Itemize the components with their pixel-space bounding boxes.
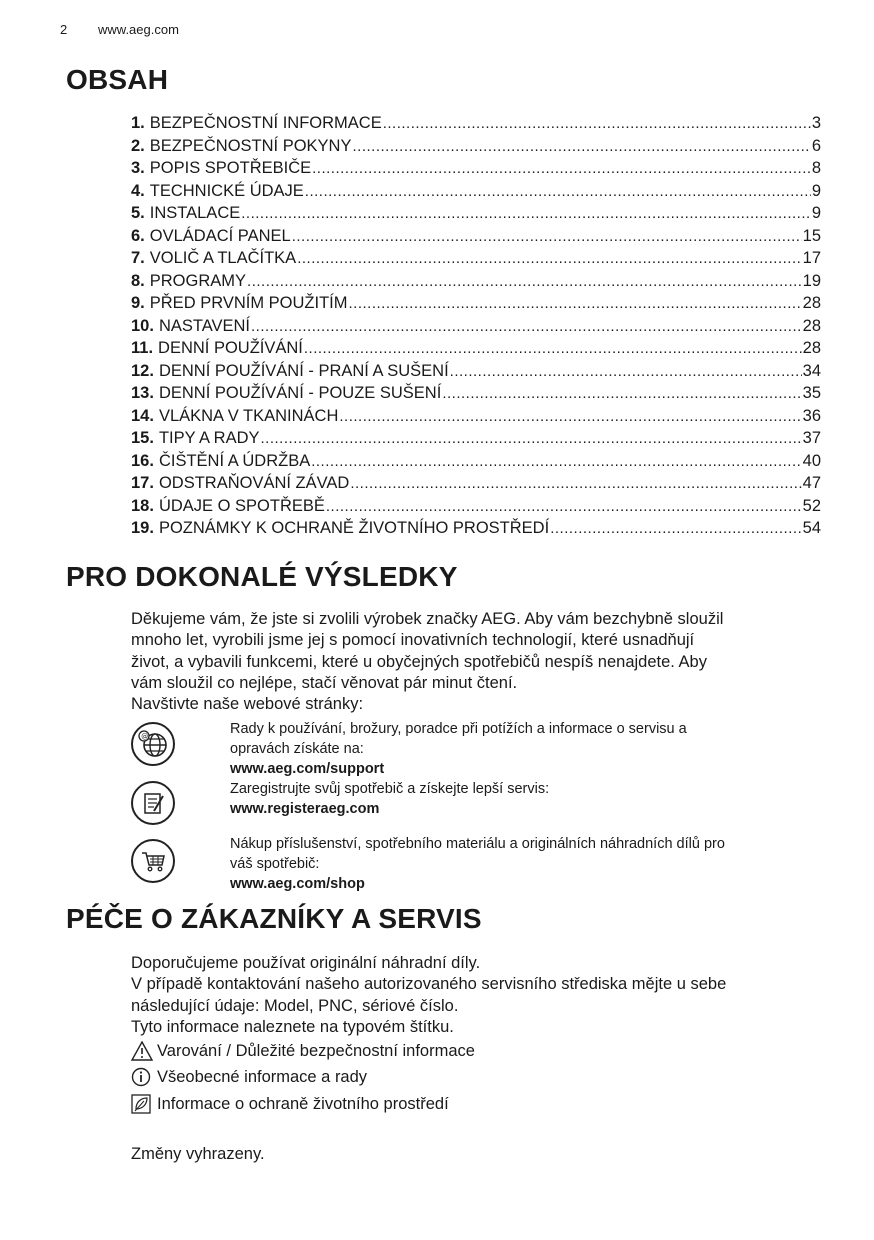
toc-title: OBSAH (66, 64, 169, 95)
service-text: Nákup příslušenství, spotřebního materiálu a originálních náhradních dílů pro (230, 836, 725, 852)
toc-item-number: 10. (131, 316, 154, 335)
toc-leader-dots (312, 157, 811, 180)
toc-leader-dots (348, 292, 801, 315)
toc-item-page: 8 (811, 159, 821, 177)
toc-leader-dots (550, 517, 801, 540)
toc-item-label: OVLÁDACÍ PANEL (149, 226, 291, 245)
toc-item-page: 15 (802, 226, 821, 245)
toc-item-number: 9. (131, 294, 145, 312)
toc-item-label: ČIŠTĚNÍ A ÚDRŽBA (158, 451, 311, 470)
toc-item[interactable] (131, 315, 821, 338)
service-text: váš spotřebič: (230, 856, 320, 872)
intro-line: život, a vybavili funkcemi, které u obyčejných spotřebičů nespíš nenajdete. Aby (131, 652, 707, 671)
shop-link[interactable]: www.aeg.com/shop (230, 876, 365, 892)
table-of-contents (131, 112, 821, 540)
intro-line: vám sloužil co nejlépe, stačí věnovat pár minut čtení. (131, 673, 518, 692)
toc-leader-dots (251, 315, 802, 338)
toc-leader-dots (450, 360, 802, 383)
toc-item-label: ODSTRAŇOVÁNÍ ZÁVAD (158, 474, 350, 492)
toc-item[interactable] (131, 427, 821, 450)
note-environment (131, 1094, 449, 1114)
warning-icon (131, 1041, 151, 1061)
toc-leader-dots (350, 472, 801, 495)
toc-item-label: DENNÍ POUŽÍVÁNÍ - PRANÍ A SUŠENÍ (158, 361, 449, 380)
care-line: následující údaje: Model, PNC, sériové číslo. (131, 996, 459, 1015)
toc-item-page: 35 (802, 384, 821, 402)
toc-item-number: 11. (131, 339, 154, 357)
toc-item-label: TIPY A RADY (158, 429, 260, 447)
care-line: V případě kontaktování našeho autorizovaného servisního střediska mějte u sebe (131, 975, 727, 994)
toc-item-page: 6 (811, 136, 821, 155)
toc-leader-dots (304, 337, 802, 360)
toc-item-page: 54 (802, 519, 821, 537)
toc-item-label: PROGRAMY (149, 271, 247, 290)
toc-item[interactable] (131, 360, 821, 383)
care-title: PÉČE O ZÁKAZNÍKY A SERVIS (66, 903, 482, 934)
changes-notice: Změny vyhrazeny. (131, 1145, 265, 1163)
toc-item[interactable] (131, 405, 821, 428)
care-line: Doporučujeme používat originální náhradní díly. (131, 954, 481, 972)
toc-item-page: 9 (811, 181, 821, 200)
service-text: Rady k používání, brožury, poradce při potížích a informace o servisu a (230, 721, 687, 737)
toc-leader-dots (297, 247, 801, 270)
toc-item-page: 52 (802, 496, 821, 515)
toc-item[interactable] (131, 180, 821, 203)
note-text: Informace o ochraně životního prostředí (157, 1094, 449, 1113)
toc-item-number: 13. (131, 384, 154, 402)
info-icon (131, 1067, 151, 1087)
page-header (60, 22, 179, 37)
intro-line: Děkujeme vám, že jste si zvolili výrobek značky AEG. Aby vám bezchybně sloužil (131, 610, 724, 628)
toc-item-label: BEZPEČNOSTNÍ POKYNY (149, 136, 352, 155)
toc-item-number: 6. (131, 226, 145, 245)
leaf-icon (131, 1094, 151, 1114)
toc-item-label: INSTALACE (149, 204, 241, 222)
intro-paragraph (131, 609, 821, 715)
note-text: Všeobecné informace a rady (157, 1067, 368, 1086)
toc-item-number: 1. (131, 114, 145, 132)
toc-item-number: 19. (131, 519, 154, 537)
register-link[interactable]: www.registeraeg.com (230, 801, 380, 817)
toc-item-label: POPIS SPOTŘEBIČE (149, 159, 312, 177)
toc-item[interactable] (131, 202, 821, 225)
toc-item[interactable] (131, 225, 821, 248)
toc-item-number: 5. (131, 204, 145, 222)
toc-leader-dots (352, 135, 810, 158)
toc-item-label: POZNÁMKY K OCHRANĚ ŽIVOTNÍHO PROSTŘEDÍ (158, 519, 550, 537)
toc-leader-dots (326, 495, 802, 518)
toc-item-number: 15. (131, 429, 154, 447)
toc-item[interactable] (131, 382, 821, 405)
toc-item-label: DENNÍ POUŽÍVÁNÍ (158, 339, 303, 357)
toc-item-number: 12. (131, 361, 154, 380)
toc-item-page: 36 (802, 406, 821, 425)
toc-item-number: 4. (131, 181, 145, 200)
toc-item-number: 7. (131, 249, 145, 267)
toc-leader-dots (311, 450, 801, 473)
toc-leader-dots (383, 112, 811, 135)
toc-item-page: 28 (802, 294, 821, 312)
toc-item-label: DENNÍ POUŽÍVÁNÍ - POUZE SUŠENÍ (158, 384, 442, 402)
toc-item[interactable] (131, 247, 821, 270)
toc-item-page: 40 (802, 451, 821, 470)
toc-item-label: BEZPEČNOSTNÍ INFORMACE (149, 114, 382, 132)
toc-item[interactable] (131, 472, 821, 495)
toc-item-number: 2. (131, 136, 145, 155)
note-warning (131, 1041, 475, 1061)
toc-item[interactable] (131, 135, 821, 158)
toc-item-page: 47 (802, 474, 821, 492)
care-line: Tyto informace naleznete na typovém štítku. (131, 1017, 454, 1036)
toc-item-number: 18. (131, 496, 154, 515)
care-paragraph (131, 953, 821, 1038)
toc-item-page: 37 (802, 429, 821, 447)
toc-item[interactable] (131, 292, 821, 315)
toc-item-number: 3. (131, 159, 145, 177)
toc-item[interactable] (131, 517, 821, 540)
toc-item[interactable] (131, 337, 821, 360)
toc-leader-dots (261, 427, 802, 450)
svg-text:@: @ (141, 732, 149, 741)
service-text: opravách získáte na: (230, 741, 364, 757)
results-title: PRO DOKONALÉ VÝSLEDKY (66, 561, 458, 592)
page-number: 2 (60, 22, 68, 37)
toc-item-label: ÚDAJE O SPOTŘEBĚ (158, 496, 325, 515)
toc-item-label: NASTAVENÍ (158, 316, 251, 335)
toc-item-label: VLÁKNA V TKANINÁCH (158, 406, 339, 425)
cart-icon (131, 839, 175, 883)
toc-item-page: 28 (802, 339, 821, 357)
register-icon (131, 781, 175, 825)
toc-item-number: 14. (131, 406, 154, 425)
toc-item[interactable] (131, 450, 821, 473)
toc-item-page: 34 (802, 361, 821, 380)
support-link[interactable]: www.aeg.com/support (230, 761, 385, 777)
toc-item-page: 9 (811, 204, 821, 222)
intro-line: Navštivte naše webové stránky: (131, 695, 364, 714)
toc-item-page: 17 (802, 249, 821, 267)
intro-line: mnoho let, vyrobili jsme jej s pomocí inovativních technologií, které usnadňují (131, 631, 695, 650)
toc-item[interactable] (131, 270, 821, 293)
toc-leader-dots (442, 382, 801, 405)
toc-item-page: 3 (811, 114, 821, 132)
toc-item-number: 16. (131, 451, 154, 470)
toc-item-number: 8. (131, 271, 145, 290)
toc-leader-dots (247, 270, 802, 293)
toc-leader-dots (305, 180, 811, 203)
globe-icon (131, 722, 175, 766)
toc-leader-dots (241, 202, 811, 225)
note-info (131, 1067, 367, 1087)
note-text: Varování / Důležité bezpečnostní informace (157, 1041, 475, 1060)
toc-item[interactable] (131, 112, 821, 135)
toc-item[interactable] (131, 495, 821, 518)
toc-item-page: 28 (802, 316, 821, 335)
toc-item-label: TECHNICKÉ ÚDAJE (149, 181, 304, 200)
toc-item-number: 17. (131, 474, 154, 492)
toc-item-label: PŘED PRVNÍM POUŽITÍM (149, 294, 348, 312)
service-text: Zaregistrujte svůj spotřebič a získejte lepší servis: (230, 781, 550, 797)
toc-leader-dots (292, 225, 802, 248)
website-link[interactable]: www.aeg.com (98, 22, 179, 37)
toc-leader-dots (339, 405, 801, 428)
toc-item-label: VOLIČ A TLAČÍTKA (149, 249, 297, 267)
toc-item-page: 19 (802, 271, 821, 290)
toc-item[interactable] (131, 157, 821, 180)
